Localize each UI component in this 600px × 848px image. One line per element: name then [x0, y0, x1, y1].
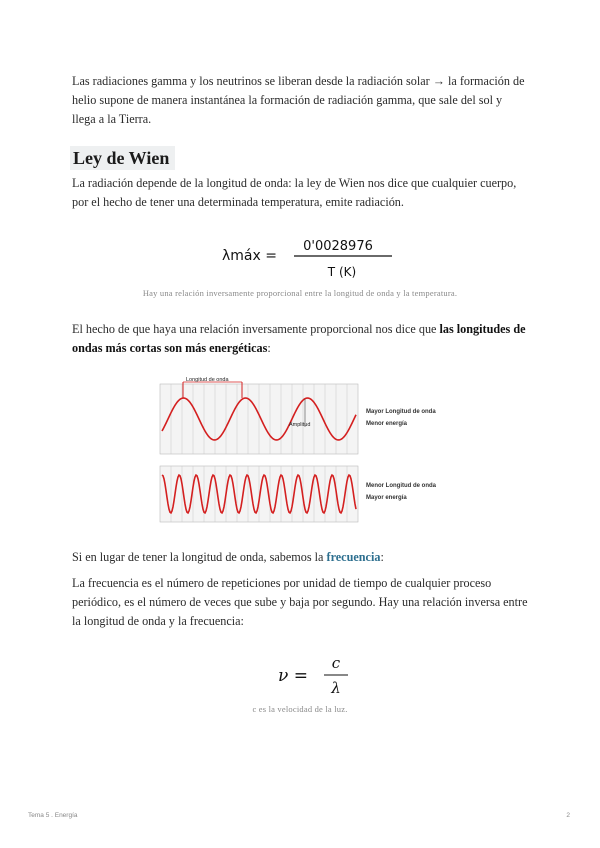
- frequency-intro: [72, 548, 528, 567]
- caption-light-speed: c es la velocidad de la luz.: [252, 704, 348, 714]
- freq-intro-end: :: [380, 550, 384, 564]
- formula1-lhs: λmáx =: [222, 248, 277, 264]
- wavelength-label: Longitud de onda: [186, 377, 229, 383]
- formula1-numerator: 0'0028976: [303, 239, 373, 254]
- formula2-lhs: ν =: [278, 666, 308, 686]
- inverse-text-start: El hecho de que haya una relación inversamente proporcional nos dice que: [72, 322, 440, 336]
- intro-paragraph: Las radiaciones gamma y los neutrinos se liberan desde la radiación solar → la formación de helio supone de manera instantánea la formación de radiación gamma, que sale del sol y llega a la Tierra.: [72, 74, 525, 126]
- inverse-text-bold: las longitudes de ondas más cortas son más energéticas: [72, 322, 526, 355]
- formula2-numerator: c: [331, 654, 341, 672]
- caption-wien: Hay una relación inversamente proporcional entre la longitud de onda y la temperatura.: [142, 288, 458, 298]
- bottom-legend-1: Menor Longitud de onda: [366, 483, 436, 489]
- section-title: Ley de Wien: [70, 146, 175, 170]
- frequency-formula: [276, 650, 356, 700]
- page-number: 2: [566, 812, 570, 819]
- frequency-paragraph: La frecuencia es el número de repeticiones por unidad de tiempo de cualquier proceso periódico, es el número de veces que sube y baja por segundo. Hay una relación inversa entre la longitud de onda y la frecuencia:: [72, 576, 528, 628]
- freq-intro-start: Si en lugar de tener la longitud de onda, sabemos la: [72, 550, 327, 564]
- wien-paragraph: La radiación depende de la longitud de onda: la ley de Wien nos dice que cualquier cuerpo, por el hecho de tener una determinada temperatura, emite radiación.: [72, 176, 517, 209]
- formula1-denominator: T (K): [327, 265, 357, 279]
- inverse-text-end: :: [267, 341, 271, 355]
- formula2-denominator: λ: [331, 679, 341, 697]
- amplitude-label: Amplitud: [289, 422, 311, 428]
- bottom-legend-2: Mayor energía: [366, 495, 407, 501]
- wien-formula: [220, 232, 400, 282]
- inverse-paragraph: [72, 320, 528, 358]
- top-legend-2: Menor energía: [366, 421, 408, 427]
- footer-chapter: Tema 5 . Energía: [28, 812, 78, 819]
- frequency-link[interactable]: frecuencia: [326, 550, 381, 564]
- top-legend-1: Mayor Longitud de onda: [366, 409, 436, 415]
- wavelength-figure: [158, 372, 458, 528]
